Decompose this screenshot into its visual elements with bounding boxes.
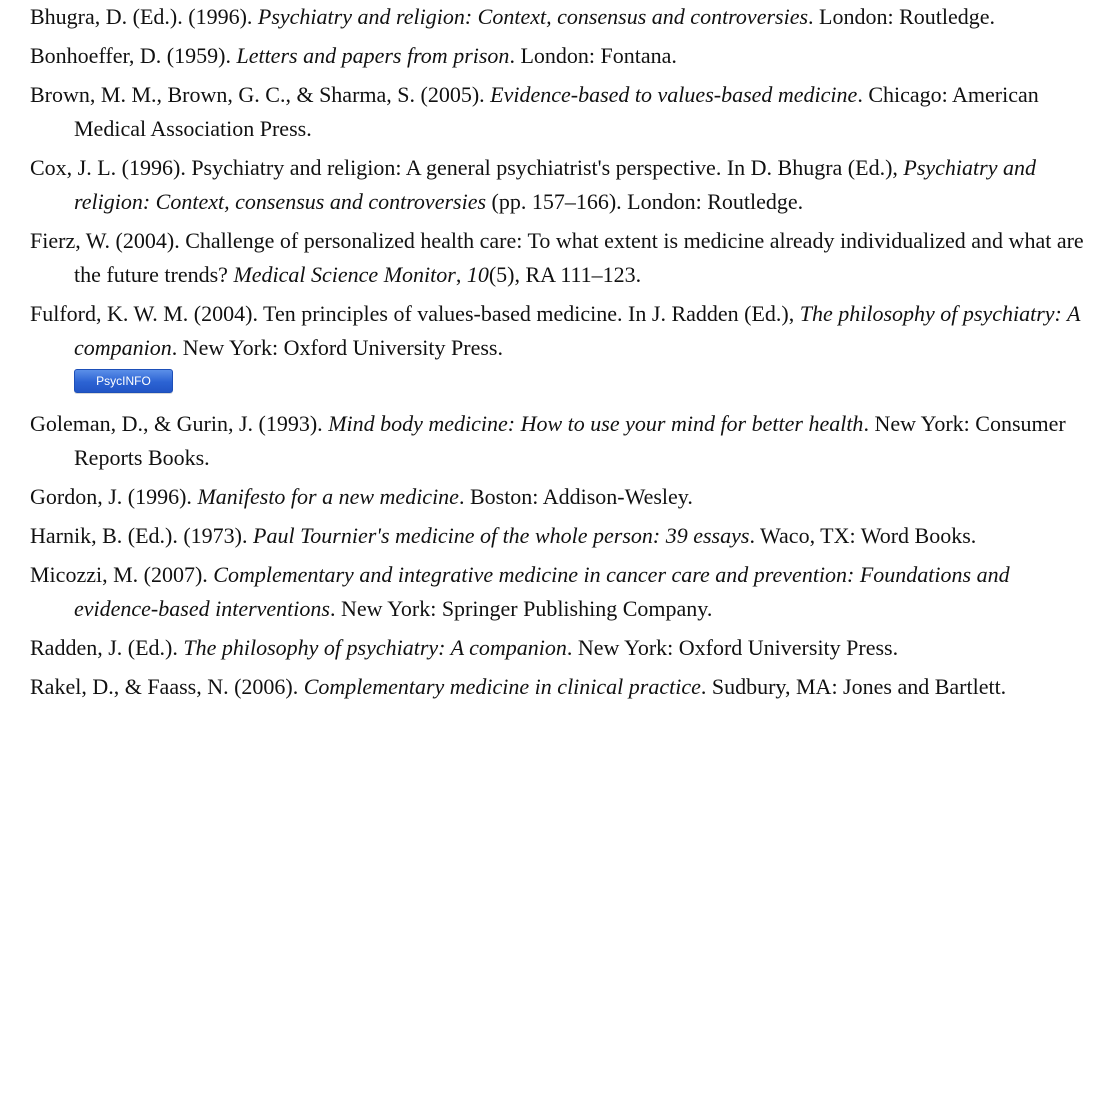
reference-pages: (5), RA 111–123. <box>488 262 642 287</box>
reference-author: Fulford, K. W. M. (2004). Ten principles of values-based medicine. In J. Radden (Ed.), <box>30 301 800 326</box>
reference-author: Micozzi, M. (2007). <box>30 562 214 587</box>
reference-title: The philosophy of psychiatry: A companion <box>74 301 1081 360</box>
reference-publisher: . Waco, TX: Word Books. <box>749 523 977 548</box>
reference-author: Harnik, B. (Ed.). (1973). <box>30 523 254 548</box>
reference-author: Fierz, W. (2004). Challenge of personalized health care: To what extent is medicine already individualized and what are the future trends? <box>30 228 1084 287</box>
reference-volume: 10 <box>466 262 489 287</box>
reference-title: The philosophy of psychiatry: A companion <box>183 635 567 660</box>
reference-author: Brown, M. M., Brown, G. C., & Sharma, S. (2005). <box>30 82 491 107</box>
reference-item <box>0 480 1101 514</box>
reference-publisher: . New York: Consumer Reports Books. <box>74 411 1066 470</box>
reference-item <box>0 78 1101 146</box>
reference-author: Radden, J. (Ed.). <box>30 635 184 660</box>
reference-title: Complementary and integrative medicine in cancer care and prevention: Foundations and evidence-based interventions <box>74 562 1010 621</box>
reference-publisher: . New York: Oxford University Press. <box>171 335 503 360</box>
reference-item <box>0 519 1101 553</box>
reference-title: Manifesto for a new medicine <box>197 484 459 509</box>
reference-publisher: . New York: Springer Publishing Company. <box>329 596 713 621</box>
psycinfo-button[interactable]: PsycINFO <box>74 369 173 393</box>
reference-author: Bonhoeffer, D. (1959). <box>30 43 237 68</box>
reference-publisher: . London: Routledge. <box>808 4 995 29</box>
reference-title: Psychiatry and religion: Context, consensus and controversies <box>257 4 809 29</box>
reference-title: Paul Tournier's medicine of the whole person: 39 essays <box>253 523 750 548</box>
reference-journal: Medical Science Monitor <box>233 262 456 287</box>
reference-item <box>0 39 1101 73</box>
reference-publisher: . Boston: Addison-Wesley. <box>458 484 693 509</box>
reference-publisher: . London: Fontana. <box>509 43 677 68</box>
reference-item <box>0 0 1101 34</box>
reference-author: Rakel, D., & Faass, N. (2006). <box>30 674 304 699</box>
reference-item <box>0 670 1101 704</box>
reference-title: Psychiatry and religion: Context, consensus and controversies <box>74 155 1036 214</box>
reference-item <box>0 558 1101 626</box>
reference-title: Mind body medicine: How to use your mind for better health <box>328 411 864 436</box>
reference-author: Goleman, D., & Gurin, J. (1993). <box>30 411 329 436</box>
reference-publisher: . Sudbury, MA: Jones and Bartlett. <box>700 674 1007 699</box>
reference-separator: , <box>455 262 467 287</box>
reference-title: Complementary medicine in clinical practice <box>303 674 701 699</box>
reference-publisher: . Chicago: American Medical Association Press. <box>74 82 1039 141</box>
reference-item <box>0 151 1101 219</box>
reference-item <box>0 224 1101 292</box>
reference-title: Evidence-based to values-based medicine <box>490 82 858 107</box>
reference-item <box>0 631 1101 665</box>
reference-publisher: . New York: Oxford University Press. <box>566 635 899 660</box>
reference-item <box>0 297 1101 365</box>
reference-author: Gordon, J. (1996). <box>30 484 198 509</box>
reference-author: Cox, J. L. (1996). Psychiatry and religion: A general psychiatrist's perspective. In D. Bhugra (Ed.), <box>30 155 904 180</box>
reference-item <box>0 407 1101 475</box>
reference-publisher: (pp. 157–166). London: Routledge. <box>486 189 804 214</box>
reference-author: Bhugra, D. (Ed.). (1996). <box>30 4 258 29</box>
reference-title: Letters and papers from prison <box>236 43 510 68</box>
